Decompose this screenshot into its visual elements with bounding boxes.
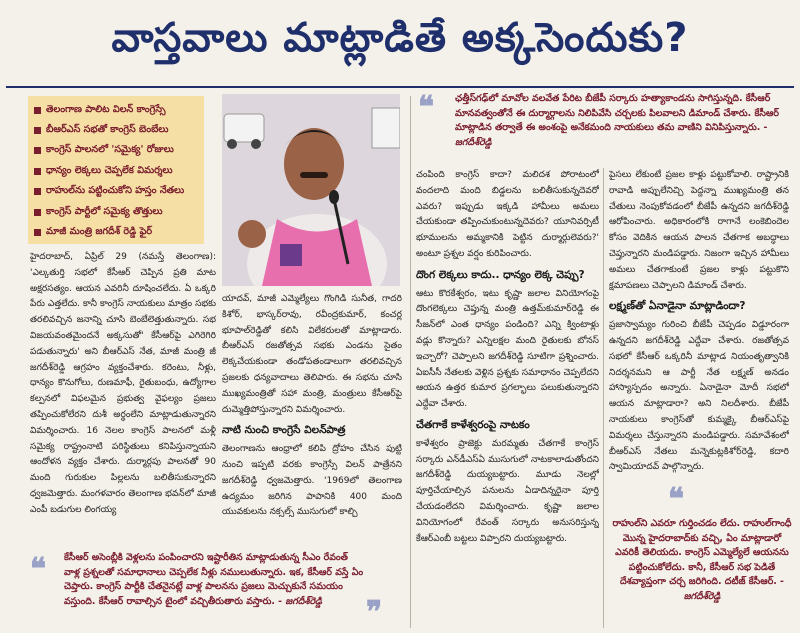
bullet-square-icon [34,209,41,216]
subheading: చేతగాకే కాళేశ్వరంపై నాటకం [416,418,530,431]
quote-byline: - జగదీశ్‌రెడ్డి [683,576,785,602]
bullet-square-icon [34,147,41,154]
article-paragraph: తెలంగాణను ఆంధ్రాలో కలిపి ద్రోహం చేసిన పుట్టి నుంచి ఇప్పటి వరకు కాంగ్రెస్సే విలన్ పాత్రేనని జగదీశ్‌రెడ్డి ధ్వజమెత్తారు. '1969లో తెలంగాణ ఉద్యమం జరిగిన పాపానికి 400 మంది యువకులను నక్సల్స్ ముసుగులో కాల్చి [222,444,402,518]
article-column-2 [222,292,402,546]
bullet-square-icon [34,127,41,134]
article-paragraph: చంపింది కాంగ్రెస్ కాదా? మలిదశ పోరాటంలో వందలాది మంది బిడ్డలను బలితీసుకున్నదెవరో ఎవరు? ఇప్పుడు ఇక్కడి హామీలు అమలు చేయకుండా తప్పించుకుంటున్నదెవరు? యూనివర్సిటీ భూములను అమ్మకానికి పెట్టిన దుర్మార్గులెవరు?' అంటూ ప్రశ్నల వర్షం కురిపించారు. [416,170,599,259]
bullet-square-icon [34,107,41,114]
article-column-3 [416,168,599,628]
article-column-4 [609,168,789,478]
highlight-item: ధాన్యం లెక్కలు చెప్పలేక విమర్శలు [34,161,198,181]
article-paragraph: యాదవ్, మాజీ ఎమ్మెల్యేలు గొంగిడి సునీత, గాదరి కిశోర్, భాస్కర్‌రావు, రవీంద్రకుమార్, కంచర్ల భూపాల్‌రెడ్డితో కలిసి విలేకరులతో మాట్లాడారు. బీఆర్ఎస్ రజతోత్సవ సభకు ఎండను సైతం లెక్కచేయకుండా తండోపతండాలుగా తరలివచ్చిన ప్రజలకు ధన్యవాదాలు తెలిపారు. ఈ సభను చూసి ముఖ్యమంత్రితో సహా మంత్రి, మంత్రులు కేసీఆర్‌పై దుమ్మెత్తిపోస్తున్నారని విమర్శించారు. [222,294,402,415]
quote-mark-close-icon: ❞ [366,595,383,630]
highlight-item: మాజీ మంత్రి జగదీశ్ రెడ్డి ఫైర్ [34,222,198,242]
article-paragraph: ప్రజాస్వామ్యం గురించి బీజేపీ చెప్పడం విడ్డూరంగా ఉన్నదని జగదీశ్‌రెడ్డి ఎద్దేవా చేశారు. రజతోత్సవ సభలో కేసీఆర్ ఒక్కరినీ మాట్లాడ నియంతృత్వానికి నిదర్శనమని ఆ పార్టీ నేత లక్ష్మణ్ అనడం హాస్యాస్పదం అన్నారు. ఏనాడైనా మోదీ సభలో ఆయన మాట్లాడారా? అని నిలదీశారు. బీజేపీ నాయకులు కాంగ్రెస్‌తో కుమ్మక్కై బీఆర్ఎస్‌పై విమర్శలు చేస్తున్నారని మండిపడ్డారు. సమావేశంలో బీఆర్ఎస్ నేతలు మన్నెకుట్లకిశోర్‌రెడ్డి, కదారి స్వామియాదవ్ పాల్గొన్నారు. [609,320,789,473]
pull-quote-top: ఛత్తీస్‌గఢ్‌లో మావోల వలవేత పేరిట బీజేపీ సర్కారు హత్యాకాండను సాగిస్తున్నది. కేసీఆర్ మానవత్వంతోనే ఈ దుర్మార్గాలను నిలిపివేసి చర్చలకు పిలవాలని డిమాండ్ చేశారు. కేసీఆర్ మాట్లాడిన తర్వాతే ఈ అంశంపై అనేకమంది నాయకులు తమ వాణిని వినిపిస్తున్నారు. - జగదీశ్‌రెడ్డి [455,93,779,148]
quote-mark-icon: ❝ [418,90,435,125]
speaker-illustration [222,94,400,286]
highlight-item: బీఆర్ఎస్ సభతో కాంగ్రెస్ బెంబేలు [34,120,198,140]
headline: వాస్తవాలు మాట్లాడితే అక్కసెందుకు? [111,15,689,61]
highlight-item: రాహుల్‌ను పట్టించుకోని హస్తం నేతలు [34,182,198,202]
quote-mark-icon: ❝ [30,552,47,587]
highlights-box [28,96,204,244]
article-paragraph: పైసలు లేకుంటే ప్రజల కాళ్లు పట్టుకోవాలి. రాష్ట్రానికి రావాడి అప్పులేనిచ్చి పెద్దన్నా ముఖ్యమంత్రి తన చేతులు నెంపుకోవడంలో బీజేపీ ఉన్నదని జగదీశ్‌రెడ్డి ఆరోపించారు. అధికారంలోకి రాగానే లంకెబిందెల కోసం వెదికిన ఆయన పాలన చేతగాక అబద్ధాలు చెప్తున్నారని మండిపడ్డారు. నిజంగా ఇచ్చిన హామీలు అమలు చేతగాకుంటే ప్రజల కాళ్లు పట్టుకొని క్షమాపణలు చెప్పాలని డిమాండ్ చేశారు. [609,170,789,291]
article-paragraph: హైదరాబాద్, ఏప్రిల్ 29 (నమస్తే తెలంగాణ): 'ఎల్కతుర్తి సభలో కేసీఆర్ చెప్పిన ప్రతి మాట అక్షరసత్యం. ఆయన ఎవరినీ దూషించలేదు. ఏ ఒక్కరి పేరు ఎత్తలేదు. కానీ కాంగ్రెస్ నాయకులు మాత్రం సభకు తరలివచ్చిన జనాన్ని చూసి బెంబేలెత్తుతున్నారు. సభ విజయవంతమైందనే అక్కసుతో' కేసీఆర్‌పై ఎగిరెగిరి పడుతున్నారు' అని బీఆర్ఎస్ నేత, మాజీ మంత్రి జీ జగదీశ్‌రెడ్డి ఆగ్రహం వ్యక్తంచేశారు. కరెంటు, నీళ్లు, ధాన్యం కొనుగోలు, రుణమాఫీ, రైతుబంధు, ఉద్యోగాల కల్పనలో విఫలమైన ప్రభుత్వ వైఫల్యం ప్రజలు తప్పించుకోలేరని దుశీ అర్థంలేని మాట్లాడుతున్నారని విమర్శించారు. 16 నెలల కాంగ్రెస్ పాలనలో మళ్లీ సమైక్య రాష్ట్రంనాటి పరిస్థితులు కనిపిస్తున్నాయని ఆందోళన వ్యక్తం చేశారు. దుర్మార్గపు పాలనతో 90 మంది గురుకుల పిల్లలను బలితీసుకున్నారని ధ్వజమెత్తారు. మంగళవారం తెలంగాణ భవన్‌లో మాజీ ఎంపీ బడుగుల లింగయ్య [30,252,216,515]
headline-rule [6,86,794,88]
highlight-item: కాంగ్రెస్ పాలనలో 'సమైక్య' రోజులు [34,141,198,161]
article-paragraph: ఆటు కొరకేశ్వరం, ఇటు కృష్ణా జలాల వినియోగంపై దొంగలెక్కలు చెప్తున్న మంత్రి ఉత్తమ్‌కుమార్‌రెడ్డి ఈ సీజన్‌లో ఎంత ధాన్యం పండింది? ఎన్ని క్వింటాళ్లు వడ్లు కొన్నారు? ఎన్నిలక్షల మంది రైతులకు బోనస్ ఇచ్చారో? చెప్పాలని జగదీశ్‌రెడ్డి సూటిగా ప్రశ్నించారు. ఏఐసీసీ నేతలకు వెళ్లిన ప్రశ్నకు సమాధానం చెప్పలేదని ఆయన ఉత్తర కుమార ప్రగల్భాలు పలుకుతున్నారని ఎద్దేవా చేశారు. [416,288,599,410]
subheading: దొంగ లెక్కలు కాదు.. ధాన్యం లెక్క చెప్పు? [416,268,585,281]
column-divider [603,168,604,628]
highlight-item: తెలంగాణ పాలిట విలన్ కాంగ్రెస్సే [34,100,198,120]
quote-byline: - జగదీశ్‌రెడ్డి [455,122,768,148]
bullet-square-icon [34,168,41,175]
subheading: లక్ష్మణ్‌తో ఏనాడైనా మాట్లాడిందా? [609,300,746,313]
speaker-photo [222,94,400,286]
article-paragraph: కాళేశ్వరం ప్రాజెక్టు మరమ్మతు చేతగాకే కాంగ్రెస్ సర్కారు ఎన్‌డీఎస్‌ఏ ముసుగులో నాటకాలాడుతోందని జగదీశ్‌రెడ్డి దుయ్యబట్టారు. మూడు నెలల్లో పూర్తిచేయాల్సిన పనులను ఏడాదిన్నరైనా పూర్తి చేయడంలేదని విమర్శించారు. కృష్ణా జలాల వినియోగంలో రేవంత్ సర్కారు అనుసరిస్తున్న కేఆర్‌ఎంబీ బట్టలు విప్పారని దుయ్యబట్టారు. [416,438,599,544]
bullet-square-icon [34,229,41,236]
bullet-square-icon [34,188,41,195]
article-column-1 [30,250,216,545]
quote-mark-icon: ❝ [668,482,685,517]
highlight-item: కాంగ్రెస్ పార్టీలో సమైక్య తొత్తులు [34,202,198,222]
subheading: నాటి నుంచి కాంగ్రెసే విలన్‌పాత్ర [222,424,346,437]
pull-quote-left: కేసీఆర్ అసెంబ్లీకి వెళ్లలను పంపించారని ఇష్టారీతిన మాట్లాడుతున్న సీఎం రేవంత్ వాళ్ల ప్రశ్నలతో సమాధానాలు చెప్పలేక నీళ్లు నములుతున్నారు. ఇక, కేసీఆర్ వస్తే ఏం చెప్తారు. కాంగ్రెస్ పార్టీకి చేతనైనట్లే వాళ్ల పాలనను ప్రజలు మెచ్చుకునే సమయం వస్తుంది. కేసీఆర్ రావాల్సిన టైంలో వచ్చితీరుతారు వస్తారు. - జగదీశ్‌రెడ్డి [64,552,364,607]
column-divider [410,96,411,628]
pull-quote-right: రాహుల్‌ని ఎవరూ గుర్తించడం లేదు. రాహుల్‌గాంధీ మొన్న హైదరాబాద్‌కు వచ్చి, ఏం మాట్లాడారో ఎవరికీ తెలియదు. కాంగ్రెస్ ఎమ్మెల్యేలే ఆయనను పట్టించుకోలేదు. కానీ, కేసీఆర్ సభ పెడితే దేశవ్యాప్తంగా చర్చ జరిగింది. దటీజ్ కేసీఆర్. - జగదీశ్‌రెడ్డి [612,518,792,602]
quote-byline: - జగదీశ్‌రెడ్డి [278,595,322,607]
